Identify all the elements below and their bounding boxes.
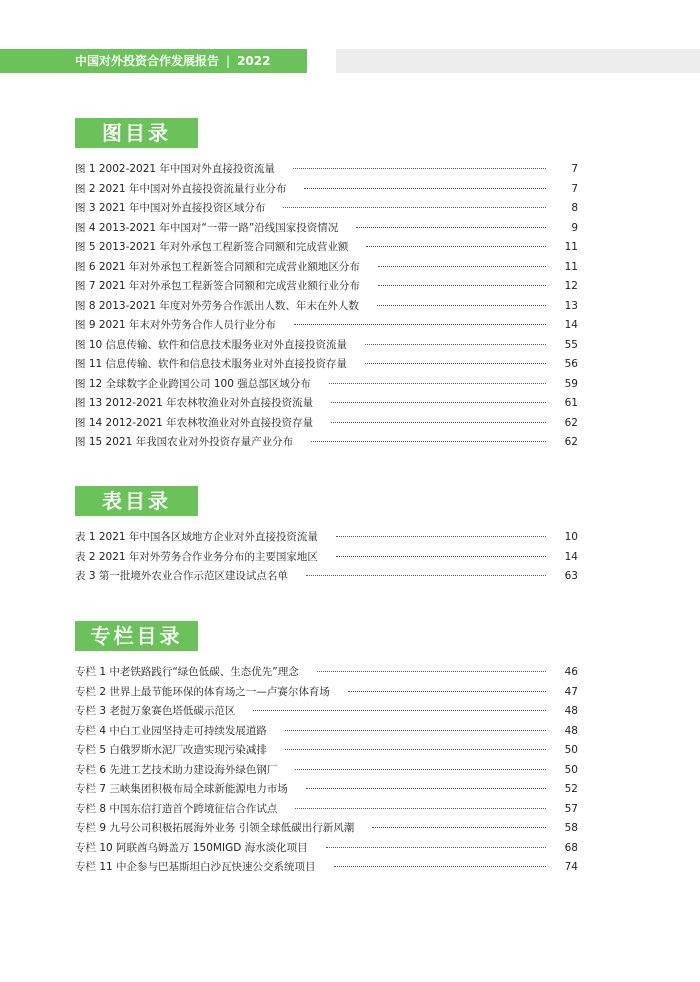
toc-entry-title: 专栏 6 先进工艺技术助力建设海外绿色钢厂	[75, 763, 278, 776]
toc-entry[interactable]	[75, 722, 578, 742]
dot-leader	[334, 866, 546, 867]
toc-entry-page: 7	[571, 163, 578, 175]
toc-entry[interactable]	[75, 858, 578, 878]
toc-entry-page: 62	[564, 436, 578, 448]
dot-leader	[285, 749, 546, 750]
toc-entry[interactable]	[75, 528, 578, 548]
toc-entry-title: 图 1 2002-2021 年中国对外直接投资流量	[75, 163, 275, 175]
toc-entry[interactable]	[75, 297, 578, 317]
toc-entry-title: 图 4 2013-2021 年中国对“一带一路”沿线国家投资情况	[75, 221, 339, 234]
toc-entry-title: 图 7 2021 年对外承包工程新签合同额和完成营业额行业分布	[75, 280, 360, 292]
dot-leader	[378, 266, 546, 267]
toc-entry-page: 13	[564, 299, 578, 312]
toc-entry-page: 56	[564, 358, 578, 370]
report-title: 中国对外投资合作发展报告	[75, 54, 220, 68]
toc-entry[interactable]	[75, 336, 578, 356]
toc-entry[interactable]	[75, 819, 578, 839]
toc-entry-page: 46	[564, 666, 578, 678]
dot-leader	[293, 168, 546, 169]
toc-entry-page: 14	[564, 550, 578, 563]
toc-entry-title: 图 3 2021 年中国对外直接投资区域分布	[75, 202, 266, 214]
toc-entry[interactable]	[75, 548, 578, 568]
dot-leader	[306, 575, 546, 576]
report-header	[0, 49, 307, 73]
dot-leader	[356, 227, 546, 228]
dot-leader	[365, 363, 546, 364]
toc-entry-page: 50	[564, 744, 578, 756]
toc-entry-page: 58	[564, 822, 578, 834]
toc-entry-title: 图 9 2021 年末对外劳务合作人员行业分布	[75, 319, 276, 331]
dot-leader	[317, 671, 546, 672]
tables-heading: 表目录	[75, 486, 198, 516]
toc-entry[interactable]	[75, 702, 578, 722]
toc-entry-page: 55	[564, 338, 578, 351]
toc-entry[interactable]	[75, 375, 578, 395]
dot-leader	[378, 285, 546, 286]
toc-entry-page: 14	[564, 319, 578, 331]
toc-entry-page: 7	[571, 182, 578, 195]
toc-entry-page: 48	[564, 724, 578, 737]
toc-entry-title: 图 13 2012-2021 年农林牧渔业对外直接投资流量	[75, 397, 314, 409]
toc-entry-title: 专栏 5 白俄罗斯水泥厂改造实现污染减排	[75, 744, 267, 756]
dot-leader	[372, 827, 546, 828]
toc-entry-title: 图 10 信息传输、软件和信息技术服务业对外直接投资流量	[75, 338, 348, 351]
dot-leader	[311, 441, 546, 442]
dot-leader	[304, 188, 546, 189]
dot-leader	[295, 808, 546, 809]
dot-leader	[365, 344, 546, 345]
toc-entry[interactable]	[75, 199, 578, 219]
toc-entry[interactable]	[75, 741, 578, 761]
toc-entry[interactable]	[75, 567, 578, 587]
toc-entry-page: 12	[564, 280, 578, 292]
toc-entry-title: 图 5 2013-2021 年对外承包工程新签合同额和完成营业额	[75, 241, 349, 253]
dot-leader	[331, 422, 546, 423]
toc-entry-title: 图 15 2021 年我国农业对外投资存量产业分布	[75, 436, 294, 448]
toc-entry-title: 图 2 2021 年中国对外直接投资流量行业分布	[75, 182, 287, 195]
toc-entry[interactable]	[75, 219, 578, 239]
toc-entry[interactable]	[75, 160, 578, 180]
toc-entry-title: 图 14 2012-2021 年农林牧渔业对外直接投资存量	[75, 416, 314, 429]
toc-entry-page: 68	[564, 841, 578, 854]
toc-entry[interactable]	[75, 238, 578, 258]
toc-entry-title: 专栏 3 老挝万象赛色塔低碳示范区	[75, 705, 236, 717]
dot-leader	[329, 383, 546, 384]
toc-entry-page: 63	[564, 570, 578, 582]
toc-entry[interactable]	[75, 394, 578, 414]
toc-entry-page: 10	[564, 531, 578, 543]
dot-leader	[366, 246, 546, 247]
toc-entry-title: 专栏 7 三峡集团积极布局全球新能源电力市场	[75, 783, 288, 795]
dot-leader	[331, 402, 546, 403]
toc-entry[interactable]	[75, 277, 578, 297]
toc-entry-title: 专栏 8 中国东信打造首个跨境征信合作试点	[75, 802, 278, 815]
toc-entry-page: 9	[571, 221, 578, 234]
toc-entry[interactable]	[75, 433, 578, 453]
header-decoration-bar	[336, 49, 700, 73]
toc-entry-title: 专栏 9 九号公司积极拓展海外业务 引领全球低碳出行新风潮	[75, 822, 355, 834]
dot-leader	[306, 788, 546, 789]
toc-entry-page: 59	[564, 377, 578, 390]
dot-leader	[336, 556, 546, 557]
toc-entry-page: 8	[571, 202, 578, 214]
toc-entry-page: 50	[564, 763, 578, 776]
toc-entry[interactable]	[75, 761, 578, 781]
tables-list	[75, 528, 578, 587]
figures-list	[75, 160, 578, 453]
dot-leader	[294, 324, 546, 325]
toc-entry-title: 图 12 全球数字企业跨国公司 100 强总部区域分布	[75, 377, 311, 390]
toc-entry-page: 62	[564, 416, 578, 429]
toc-entry-title: 图 11 信息传输、软件和信息技术服务业对外直接投资存量	[75, 358, 348, 370]
toc-entry-title: 专栏 4 中白工业园坚持走可持续发展道路	[75, 724, 267, 737]
toc-entry[interactable]	[75, 180, 578, 200]
columns-list	[75, 663, 578, 878]
dot-leader	[377, 305, 546, 306]
figures-heading: 图目录	[75, 118, 198, 148]
toc-entry-page: 74	[564, 861, 578, 873]
toc-entry-title: 表 1 2021 年中国各区域地方企业对外直接投资流量	[75, 531, 318, 543]
toc-entry-title: 专栏 10 阿联酋乌姆盖万 150MIGD 海水淡化项目	[75, 841, 308, 854]
toc-entry-title: 图 6 2021 年对外承包工程新签合同额和完成营业额地区分布	[75, 260, 360, 273]
toc-entry-page: 52	[564, 783, 578, 795]
toc-entry-title: 专栏 2 世界上最节能环保的体育场之一—卢赛尔体育场	[75, 685, 330, 698]
toc-entry[interactable]	[75, 258, 578, 278]
dot-leader	[285, 730, 546, 731]
toc-entry-title: 专栏 11 中企参与巴基斯坦白沙瓦快速公交系统项目	[75, 861, 316, 873]
dot-leader	[336, 536, 546, 537]
toc-entry-page: 61	[564, 397, 578, 409]
dot-leader	[253, 710, 546, 711]
report-year: 2022	[237, 54, 271, 68]
toc-entry[interactable]	[75, 683, 578, 703]
toc-entry-page: 11	[564, 241, 578, 253]
toc-entry-title: 表 3 第一批境外农业合作示范区建设试点名单	[75, 570, 288, 582]
dot-leader	[348, 691, 546, 692]
dot-leader	[283, 207, 546, 208]
toc-entry-title: 图 8 2013-2021 年度对外劳务合作派出人数、年末在外人数	[75, 299, 359, 312]
columns-heading: 专栏目录	[75, 621, 198, 651]
toc-entry[interactable]	[75, 800, 578, 820]
dot-leader	[295, 769, 546, 770]
toc-entry-page: 11	[564, 260, 578, 273]
toc-entry-title: 表 2 2021 年对外劳务合作业务分布的主要国家地区	[75, 550, 318, 563]
header-separator: |	[226, 54, 231, 68]
toc-entry[interactable]	[75, 316, 578, 336]
toc-entry[interactable]	[75, 663, 578, 683]
toc-entry-page: 57	[564, 802, 578, 815]
toc-entry-page: 48	[564, 705, 578, 717]
dot-leader	[326, 847, 546, 848]
toc-entry[interactable]	[75, 414, 578, 434]
toc-entry[interactable]	[75, 839, 578, 859]
toc-entry-page: 47	[564, 685, 578, 698]
toc-entry-title: 专栏 1 中老铁路践行“绿色低碳、生态优先”理念	[75, 666, 299, 678]
toc-entry[interactable]	[75, 355, 578, 375]
toc-entry[interactable]	[75, 780, 578, 800]
